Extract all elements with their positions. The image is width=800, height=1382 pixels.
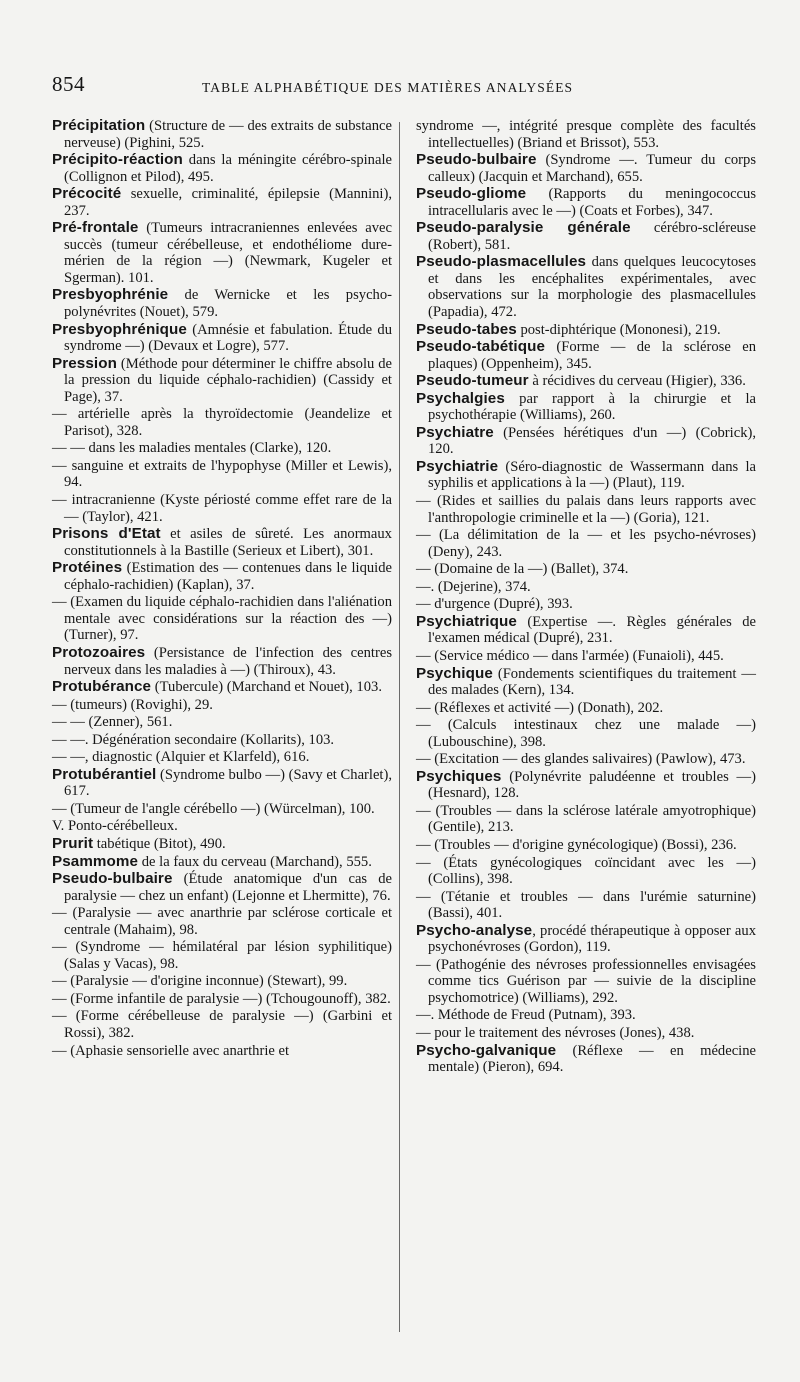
index-entry (52, 287, 392, 320)
entry-text: de la faux du cerveau (Marchand), 555. (138, 853, 372, 870)
entry-headword: Psychiatrique (416, 612, 517, 630)
entry-text: — (Service médico — dans l'armée) (Funaioli), 445. (416, 647, 724, 664)
entry-text: — (Calculs intestinaux chez une malade —) (Lubouschine), 398. (416, 717, 756, 750)
entry-text: de Wernicke et les psycho-polynévrites (Nouet), 579. (64, 287, 392, 321)
index-entry (416, 425, 756, 458)
entry-headword: Presbyophrénie (52, 286, 169, 304)
index-entry (52, 818, 392, 835)
entry-text: (Polynévrite paludéenne et troubles —) (Hesnard), 128. (428, 768, 756, 802)
index-entry (416, 373, 756, 390)
index-entry (52, 560, 392, 593)
index-entry (52, 697, 392, 714)
index-entry (416, 220, 756, 253)
entry-headword: Pré-frontale (52, 219, 139, 237)
entry-text: —. (Dejerine), 374. (416, 578, 531, 595)
entry-text: (Tubercule) (Marchand et Nouet), 103. (151, 679, 382, 696)
entry-text: — (Forme cérébelleuse de paralysie —) (Garbini et Rossi), 382. (52, 1008, 392, 1041)
entry-text: — artérielle après la thyroïdectomie (Jeandelize et Parisot), 328. (52, 406, 392, 439)
index-entry (416, 459, 756, 492)
entry-text: cérébro-scléreuse (Robert), 581. (428, 220, 757, 253)
index-entry (52, 714, 392, 731)
entry-text: — (Troubles — d'origine gynécologique) (Bossi), 236. (416, 836, 737, 853)
entry-text: (Tumeurs intracraniennes enlevées avec succès (tumeur cérébelleuse, et endothéliome dure-mérien de la région —) (Newmark, Kugeler et Sgerman). 101. (64, 220, 392, 286)
entry-headword: Pseudo-tumeur (416, 372, 529, 390)
entry-text: — (Réflexes et activité —) (Donath), 202. (416, 699, 664, 716)
index-entry (416, 493, 756, 526)
entry-headword: Psychiatrie (416, 457, 499, 475)
index-entry (416, 923, 756, 956)
running-title: TABLE ALPHABÉTIQUE DES MATIÈRES ANALYSÉES (202, 80, 574, 95)
index-entry (416, 803, 756, 836)
entry-text: — (tumeurs) (Rovighi), 29. (52, 696, 213, 713)
entry-text: tabétique (Bitot), 490. (93, 835, 226, 852)
entry-text: — d'urgence (Dupré), 393. (416, 596, 573, 613)
entry-text: (Étude anatomique d'un cas de paralysie — chez un enfant) (Lejonne et Lhermitte), 76. (64, 871, 392, 904)
entry-text: à récidives du cerveau (Higier), 336. (528, 373, 746, 390)
index-entry (416, 339, 756, 372)
index-entry (52, 356, 392, 406)
entry-text: — (Pathogénie des névroses professionnelles envisagées comme tics Guérison par — suivie de la discipline psychomotrice) (Williams), 292. (416, 956, 756, 1006)
entry-text: — (Domaine de la —) (Ballet), 374. (416, 561, 629, 578)
entry-text: — (Tétanie et troubles — dans l'urémie saturnine) (Bassi), 401. (416, 888, 756, 922)
entry-text: — (Aphasie sensorielle avec anarthrie et (52, 1042, 290, 1059)
left-column (52, 118, 392, 1060)
index-entry (416, 666, 756, 699)
index-entry (52, 594, 392, 644)
index-entry (52, 973, 392, 990)
entry-headword: Précipitation (52, 117, 146, 134)
index-entry (416, 957, 756, 1007)
entry-text: (Amnésie et fabulation. Étude du syndrome —) (Devaux et Logre), 577. (64, 321, 392, 355)
index-entry (52, 118, 392, 151)
entry-text: par rapport à la chirurgie et la psychothérapie (Williams), 260. (428, 390, 756, 424)
entry-text: — intracranienne (Kyste périosté comme effet rare de la — (Taylor), 421. (52, 492, 392, 525)
index-entry (52, 152, 392, 185)
entry-headword: Précocité (52, 185, 122, 203)
entry-text: (Persistance de l'infection des centres nerveux dans les maladies à —) (Thiroux), 43. (64, 644, 392, 678)
entry-headword: Psycho-analyse (416, 921, 533, 939)
entry-text: — (États gynécologiques coïncidant avec les —) (Collins), 398. (416, 854, 756, 888)
entry-text: — (La délimitation de la — et les psycho-névroses) (Deny), 243. (416, 527, 756, 560)
entry-headword: Psychiques (416, 767, 502, 785)
index-entry (52, 767, 392, 800)
entry-headword: Pseudo-plasmacellules (416, 253, 587, 271)
entry-text: (Réflexe — en médecine mentale) (Pieron), 694. (428, 1042, 756, 1076)
index-entry (416, 1043, 756, 1076)
entry-headword: Protéines (52, 559, 123, 577)
index-entry (416, 700, 756, 717)
index-entry (416, 118, 756, 151)
index-entry (416, 837, 756, 854)
entry-text: — —. Dégénération secondaire (Kollarits), 103. (52, 731, 335, 748)
index-entry (52, 801, 392, 818)
entry-text: — —, diagnostic (Alquier et Klarfeld), 616. (52, 749, 310, 766)
entry-headword: Protubérance (52, 678, 152, 696)
page-number: 854 (52, 72, 85, 96)
entry-headword: Psycho-galvanique (416, 1041, 557, 1059)
entry-headword: Pseudo-tabes (416, 320, 517, 338)
index-entry (416, 855, 756, 888)
entry-text: , procédé thérapeutique à opposer aux psychonévroses (Gordon), 119. (428, 922, 756, 956)
entry-text: — (Excitation — des glandes salivaires) (Pawlow), 473. (416, 751, 746, 768)
index-entry (52, 939, 392, 972)
entry-headword: Psychiatre (416, 423, 494, 441)
entry-text: (Syndrome —. Tumeur du corps calleux) (Jacquin et Marchand), 655. (428, 152, 756, 185)
entry-headword: Prurit (52, 834, 94, 852)
index-entry (52, 1043, 392, 1060)
entry-text: (Fondements scientifiques du traitement — des malades (Kern), 134. (428, 665, 756, 699)
index-entry (52, 406, 392, 439)
entry-text: — (Paralysie — d'origine inconnue) (Stewart), 99. (52, 973, 348, 990)
index-entry (52, 732, 392, 749)
index-entry (416, 561, 756, 578)
entry-headword: Protozoaires (52, 643, 146, 661)
index-entry (52, 836, 392, 853)
index-entry (416, 152, 756, 185)
entry-text: (Méthode pour déterminer le chiffre absolu de la pression du liquide céphalo-rachidien) (Cassidy et Page), 37. (64, 355, 392, 405)
entry-text: — (Syndrome — hémilatéral par lésion syphilitique) (Salas y Vacas), 98. (52, 939, 392, 972)
index-entry (416, 717, 756, 750)
entry-text: sexuelle, criminalité, épilepsie (Mannini), 237. (64, 186, 392, 219)
index-entry (52, 526, 392, 559)
index-entry (416, 889, 756, 922)
index-entry (416, 322, 756, 339)
entry-text: dans la méningite cérébro-spinale (Collignon et Pilod), 495. (64, 152, 392, 185)
entry-headword: Pseudo-gliome (416, 185, 527, 203)
index-entry (52, 871, 392, 904)
entry-text: (Rapports du meningococcus intracellularis avec le —) (Coats et Forbes), 347. (428, 186, 756, 219)
right-column (416, 118, 756, 1077)
entry-headword: Pseudo-paralysie générale (416, 219, 631, 237)
entry-text: — (Rides et saillies du palais dans leurs rapports avec l'anthropologie criminelle et la —) (Goria), 121. (416, 493, 756, 526)
entry-text: (Estimation des — contenues dans le liquide céphalo-rachidien) (Kaplan), 37. (64, 560, 392, 593)
index-entry (52, 440, 392, 457)
index-entry (416, 186, 756, 219)
entry-text: (Syndrome bulbo —) (Savy et Charlet), 617. (64, 766, 392, 800)
entry-text: — (Forme infantile de paralysie —) (Tchougounoff), 382. (52, 990, 391, 1007)
entry-text: — — (Zenner), 561. (52, 714, 173, 731)
index-entry (52, 645, 392, 678)
entry-text: —. Méthode de Freud (Putnam), 393. (416, 1007, 636, 1024)
entry-text: dans quelques leucocytoses et dans les encéphalites expérimentales, avec observations sur la morphologie des plasmacellules (Papadia), 472. (428, 254, 756, 321)
index-entry (52, 991, 392, 1008)
entry-text: — — dans les maladies mentales (Clarke), 120. (52, 440, 332, 457)
index-entry (416, 391, 756, 424)
entry-headword: Psammome (52, 852, 139, 870)
page-header (52, 72, 752, 102)
entry-text: — (Tumeur de l'angle cérébello —) (Würcelman), 100. (52, 800, 375, 817)
entry-headword: Psychique (416, 664, 493, 682)
column-divider (399, 122, 400, 1332)
index-entry (52, 458, 392, 491)
index-entry (416, 596, 756, 613)
index-entry (52, 1008, 392, 1041)
entry-headword: Psychalgies (416, 389, 505, 407)
index-entry (52, 679, 392, 696)
entry-text: (Séro-diagnostic de Wassermann dans la syphilis et applications à la —) (Plaut), 119. (428, 458, 756, 492)
index-entry (416, 648, 756, 665)
index-entry (52, 322, 392, 355)
entry-headword: Prisons d'Etat (52, 525, 161, 543)
entry-text: (Pensées hérétiques d'un —) (Cobrick), 120. (428, 424, 756, 458)
entry-headword: Pseudo-bulbaire (416, 151, 537, 169)
entry-headword: Protubérantiel (52, 765, 157, 783)
index-entry (416, 579, 756, 596)
index-entry (416, 751, 756, 768)
entry-text: (Expertise —. Règles générales de l'examen médical (Dupré), 231. (428, 613, 756, 647)
entry-headword: Précipito-réaction (52, 151, 183, 169)
index-entry (416, 1007, 756, 1024)
index-entry (416, 1025, 756, 1042)
index-entry (416, 527, 756, 560)
entry-text: — (Paralysie — avec anarthrie par sclérose corticale et centrale (Mahaim), 98. (52, 905, 392, 938)
entry-text: post-diphtérique (Mononesi), 219. (516, 321, 721, 338)
entry-headword: Pseudo-tabétique (416, 338, 546, 356)
index-entry (52, 749, 392, 766)
entry-text: — pour le traitement des névroses (Jones), 438. (416, 1024, 695, 1041)
index-entry (416, 614, 756, 647)
entry-text: (Forme — de la sclérose en plaques) (Oppenheim), 345. (428, 339, 756, 372)
index-entry (52, 854, 392, 871)
entry-headword: Pression (52, 354, 117, 372)
entry-text: V. Ponto-cérébelleux. (52, 818, 178, 835)
entry-text: syndrome —, intégrité presque complète des facultés intellectuelles) (Briand et Brissot), 553. (416, 118, 756, 151)
entry-text: — sanguine et extraits de l'hypophyse (Miller et Lewis), 94. (52, 457, 392, 491)
entry-text: — (Troubles — dans la sclérose latérale amyotrophique) (Gentile), 213. (416, 802, 756, 836)
index-entry (416, 254, 756, 320)
index-entry (416, 769, 756, 802)
index-entry (52, 905, 392, 938)
index-entry (52, 186, 392, 219)
entry-text: (Structure de — des extraits de substance nerveuse) (Pighini, 525. (64, 118, 392, 151)
entry-headword: Presbyophrénique (52, 320, 187, 338)
entry-headword: Pseudo-bulbaire (52, 870, 173, 888)
entry-text: et asiles de sûreté. Les anormaux constitutionnels à la Bastille (Serieux et Libert), 301. (64, 526, 392, 559)
index-entry (52, 220, 392, 286)
entry-text: — (Examen du liquide céphalo-rachidien dans l'aliénation mentale avec considérations sur la réaction des —) (Turner), 97. (52, 594, 392, 644)
index-entry (52, 492, 392, 525)
